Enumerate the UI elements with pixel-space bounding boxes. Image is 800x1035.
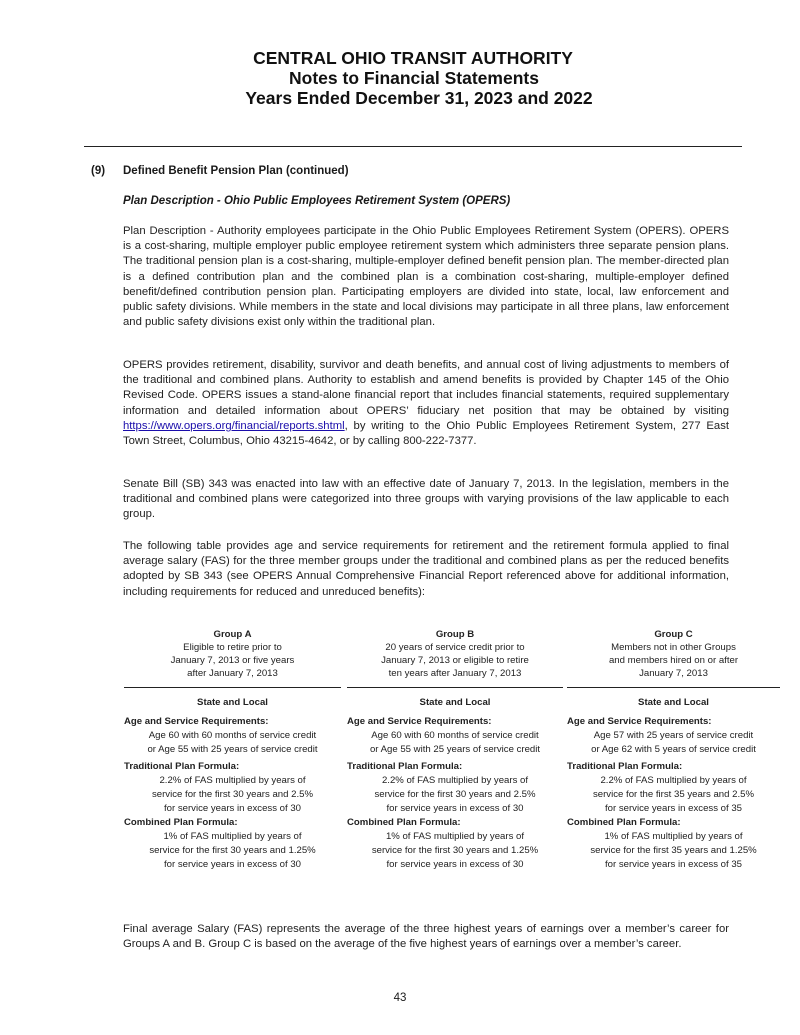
age-service-line: or Age 62 with 5 years of service credit — [591, 744, 756, 755]
group-description-line: January 7, 2013 — [639, 668, 708, 679]
organization-name: CENTRAL OHIO TRANSIT AUTHORITY — [253, 48, 573, 68]
combined-formula-line: for service years in excess of 30 — [163, 859, 302, 870]
traditional-formula-label: Traditional Plan Formula: — [347, 761, 463, 772]
group-header — [124, 628, 341, 688]
age-service-label: Age and Service Requirements: — [124, 716, 269, 727]
group-description-line: 20 years of service credit prior to — [385, 642, 525, 653]
combined-formula-line: 1% of FAS multiplied by years of — [163, 831, 302, 842]
section-number: (9) — [91, 165, 106, 177]
age-service-line: Age 60 with 60 months of service credit — [371, 730, 539, 741]
group-name: Group A — [213, 629, 252, 640]
traditional-formula-line: 2.2% of FAS multiplied by years of — [381, 775, 529, 786]
group-description-line: after January 7, 2013 — [187, 668, 278, 679]
group-description-line: Members not in other Groups — [611, 642, 736, 653]
age-service-line: or Age 55 with 25 years of service credit — [147, 744, 318, 755]
combined-formula-line: service for the first 30 years and 1.25% — [371, 845, 539, 856]
page-number: 43 — [393, 992, 407, 1004]
age-service-line: or Age 55 with 25 years of service credit — [369, 744, 541, 755]
group-name: Group C — [654, 629, 693, 640]
group-description-line: January 7, 2013 or eligible to retire — [381, 655, 529, 666]
traditional-formula-label: Traditional Plan Formula: — [567, 761, 683, 772]
combined-formula-line: for service years in excess of 30 — [386, 859, 524, 870]
group-description-line: January 7, 2013 or five years — [170, 655, 295, 666]
group-description-line: Eligible to retire prior to — [183, 642, 282, 653]
paragraph-text: OPERS provides retirement, disability, survivor and death benefits, and annual cost of living adjustments to members of the traditional and combined plans. Authority to establish and amend benefits is provided by Chapter 145 of the Ohio Revised Code. OPERS issues a stand-alone financial report that includes financial statements, required supplementary information and detailed information about OPERS’ fiduciary net position that may be obtained by visiting — [123, 359, 729, 417]
traditional-formula-line: service for the first 35 years and 2.5% — [592, 789, 755, 800]
combined-formula-label: Combined Plan Formula: — [347, 817, 461, 828]
combined-formula-label: Combined Plan Formula: — [124, 817, 238, 828]
combined-formula-line: service for the first 30 years and 1.25% — [149, 845, 316, 856]
traditional-formula-line: 2.2% of FAS multiplied by years of — [600, 775, 747, 786]
combined-formula-line: service for the first 35 years and 1.25% — [590, 845, 757, 856]
division-label: State and Local — [197, 697, 268, 708]
age-service-line: Age 57 with 25 years of service credit — [593, 730, 754, 741]
group-name: Group B — [435, 629, 475, 640]
group-c-column — [567, 628, 780, 872]
traditional-formula-label: Traditional Plan Formula: — [124, 761, 240, 772]
combined-formula-line: for service years in excess of 35 — [604, 859, 743, 870]
age-service-line: Age 60 with 60 months of service credit — [148, 730, 317, 741]
period-title: Years Ended December 31, 2023 and 2022 — [245, 88, 593, 108]
traditional-formula-line: for service years in excess of 30 — [386, 803, 524, 814]
division-label: State and Local — [419, 697, 491, 708]
traditional-formula-line: for service years in excess of 30 — [163, 803, 302, 814]
paragraph-fas-definition: Final average Salary (FAS) represents the average of the three highest years of earnings over a member’s career for Groups A and B. Group C is based on the average of the five highest years of earnings over a member’s career. — [123, 923, 729, 951]
paragraph-text: , by writing to the Ohio Public Employees Retirement System, 277 East Town Street, Columbus, Ohio 43215-4642, or by calling 800-222-7377. — [123, 419, 729, 448]
combined-formula-line: 1% of FAS multiplied by years of — [385, 831, 525, 842]
section-title: Defined Benefit Pension Plan (continued) — [123, 165, 349, 177]
paragraph-senate-bill: Senate Bill (SB) 343 was enacted into law with an effective date of January 7, 2013. In the legislation, members in the traditional and combined plans were categorized into three groups with varying provisions of the law applicable to each group. — [123, 478, 729, 521]
traditional-formula-line: service for the first 30 years and 2.5% — [151, 789, 314, 800]
opers-reports-link[interactable]: https://www.opers.org/financial/reports.shtml — [123, 419, 345, 432]
traditional-formula-line: for service years in excess of 35 — [604, 803, 743, 814]
age-service-label: Age and Service Requirements: — [347, 716, 492, 727]
group-description-line: ten years after January 7, 2013 — [388, 668, 522, 679]
header-divider — [84, 146, 742, 147]
section-subtitle: Plan Description - Ohio Public Employees Retirement System (OPERS) — [123, 195, 511, 207]
combined-formula-label: Combined Plan Formula: — [567, 817, 681, 828]
traditional-formula-line: 2.2% of FAS multiplied by years of — [159, 775, 306, 786]
page-header — [0, 48, 800, 108]
combined-formula-line: 1% of FAS multiplied by years of — [604, 831, 743, 842]
group-header — [347, 628, 563, 688]
paragraph-table-intro: The following table provides age and service requirements for retirement and the retirement formula applied to final average salary (FAS) for the three member groups under the traditional and combined plans as per the reduced benefits adopted by SB 343 (see OPERS Annual Comprehensive Financial Report referenced above for additional information, including requirements for reduced and unreduced benefits): — [123, 540, 729, 598]
group-b-column — [347, 628, 563, 872]
traditional-formula-line: service for the first 30 years and 2.5% — [374, 789, 536, 800]
paragraph-plan-description: Plan Description - Authority employees participate in the Ohio Public Employees Retirement System (OPERS). OPERS is a cost-sharing, multiple employer public employee retirement system which administers three separate pension plans. The traditional pension plan is a cost-sharing, multiple-employer defined benefit pension plan. The member-directed plan is a defined contribution plan and the combined plan is a combination cost-sharing, multiple-employer defined benefit/defined contribution pension plan. Participating employers are divided into state, local, law enforcement and public safety divisions. While members in the state and local divisions may participate in all three plans, law enforcement and public safety divisions exist only within the traditional plan. — [123, 225, 729, 329]
group-a-column — [124, 628, 341, 872]
group-header — [567, 628, 780, 688]
paragraph-opers-benefits — [123, 358, 729, 449]
document-title: Notes to Financial Statements — [289, 68, 539, 88]
division-label: State and Local — [638, 697, 709, 708]
age-service-label: Age and Service Requirements: — [567, 716, 712, 727]
group-description-line: and members hired on or after — [608, 655, 739, 666]
